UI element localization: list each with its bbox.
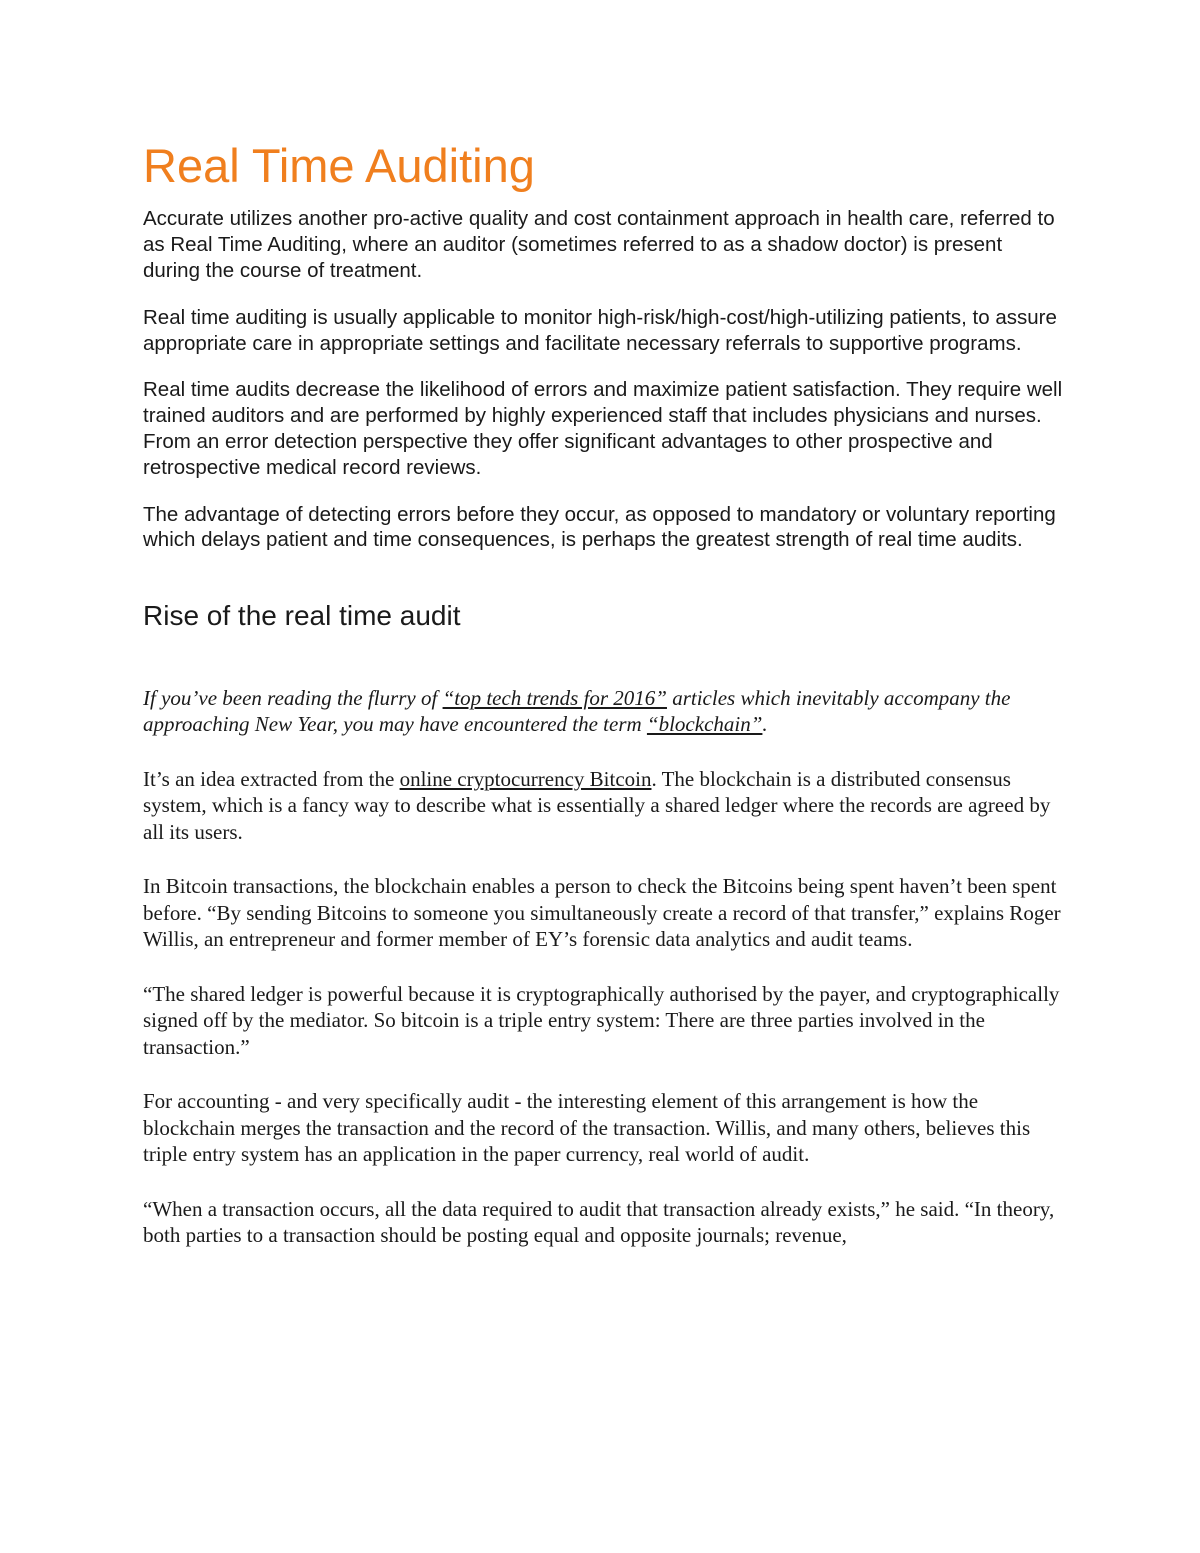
bitcoin-link[interactable]: online cryptocurrency Bitcoin — [399, 766, 652, 791]
document-body — [143, 138, 1063, 1277]
intro-paragraph-3: Real time audits decrease the likelihood of errors and maximize patient satisfaction. They require well trained auditors and are performed by highly experienced staff that includes physicians and nurses. From an error detection perspective they offer significant advantages to other prospective and retrospective medical record reviews. — [143, 378, 1063, 479]
article-paragraph-2 — [143, 766, 1063, 846]
section-heading: Rise of the real time audit — [143, 600, 461, 632]
intro-paragraph-2: Real time auditing is usually applicable to monitor high-risk/high-cost/high-utilizing patients, to assure appropriate care in appropriate settings and facilitate necessary referrals to supportive programs. — [143, 305, 1057, 355]
article-text: If you’ve been reading the flurry of — [143, 685, 443, 710]
article-paragraph-3: In Bitcoin transactions, the blockchain enables a person to check the Bitcoins being spent haven’t been spent before. “By sending Bitcoins to someone you simultaneously create a record of that transfer,” explains Roger Willis, an entrepreneur and former member of EY’s forensic data analytics and audit teams. — [143, 874, 1061, 952]
top-tech-trends-link[interactable]: “top tech trends for 2016” — [442, 685, 667, 710]
article-paragraph-1 — [143, 685, 1063, 738]
article-paragraph-4: “The shared ledger is powerful because it is cryptographically authorised by the payer, and cryptographically signed off by the mediator. So bitcoin is a triple entry system: There are three parties involved in the transaction.” — [143, 981, 1060, 1059]
article-text: It’s an idea extracted from the — [143, 766, 400, 791]
article-paragraph-6: “When a transaction occurs, all the data required to audit that transaction already exists,” he said. “In theory, both parties to a transaction should be posting equal and opposite journals; revenue, — [143, 1196, 1055, 1248]
article-text: . — [762, 712, 768, 737]
article-text: articles which inevitably accompany the approaching New Year, you may have encountered the term — [143, 685, 1011, 737]
intro-paragraph-1: Accurate utilizes another pro-active quality and cost containment approach in health care, referred to as Real Time Auditing, where an auditor (sometimes referred to as a shadow doctor) is present during the course of treatment. — [143, 207, 1055, 282]
article-paragraph-5: For accounting - and very specifically audit - the interesting element of this arrangement is how the blockchain merges the transaction and the record of the transaction. Willis, and many others, believes this triple entry system has an application in the paper currency, real world of audit. — [143, 1089, 1031, 1167]
article-text: . The blockchain is a distributed consensus system, which is a fancy way to describe what is essentially a shared ledger where the records are agreed by all its users. — [143, 766, 1051, 844]
blockchain-link[interactable]: “blockchain” — [646, 712, 763, 737]
intro-paragraph-4: The advantage of detecting errors before they occur, as opposed to mandatory or voluntary reporting which delays patient and time consequences, is perhaps the greatest strength of real time audits. — [143, 502, 1056, 552]
page-title: Real Time Auditing — [143, 139, 535, 192]
